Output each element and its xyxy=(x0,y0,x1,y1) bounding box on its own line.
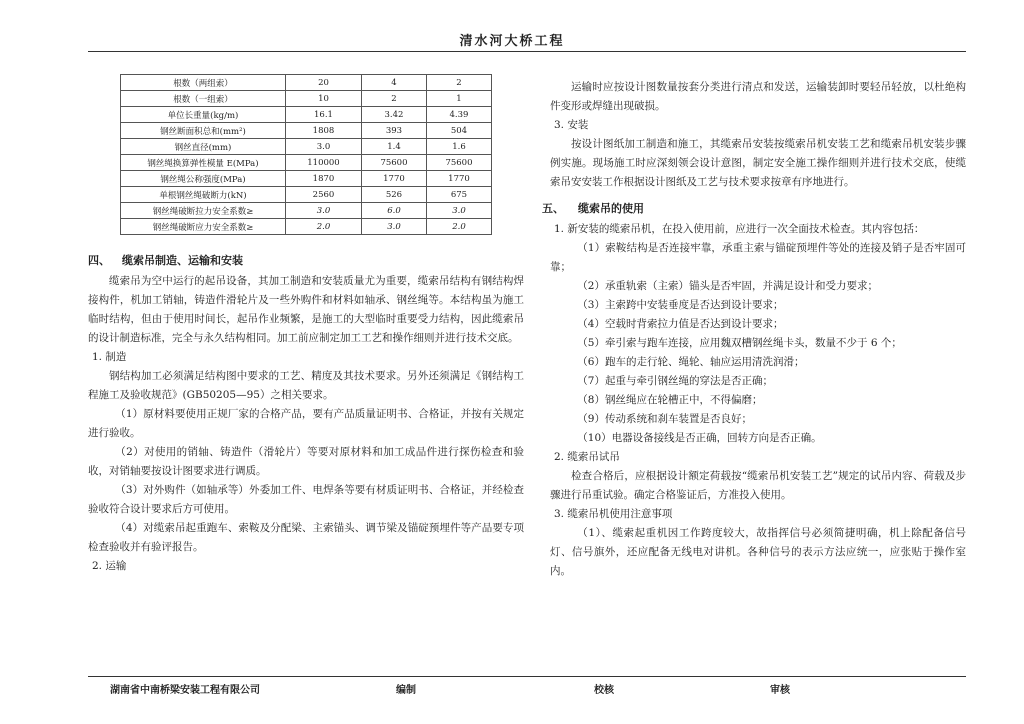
table-cell: 75600 xyxy=(426,155,491,171)
manufacturing-item-2: （2）对使用的销轴、铸造件（滑轮片）等要对原材料和加工成品件进行探伤检查和验收，对销轴要按设计图要求进行调质。 xyxy=(88,446,524,477)
table-cell: 1.4 xyxy=(361,139,426,155)
table-row xyxy=(121,155,492,171)
section-5-sub2-title: 2. 缆索吊试吊 xyxy=(554,451,620,463)
table-row xyxy=(121,219,492,235)
table-row xyxy=(121,107,492,123)
table-cell: 16.1 xyxy=(286,107,362,123)
table-row-label: 钢丝绳破断应力安全系数≥ xyxy=(121,219,286,235)
section-5-title: 缆索吊的使用 xyxy=(578,202,644,215)
section-4-sub1-text: 钢结构加工必须满足结构图中要求的工艺、精度及其技术要求。另外还须满足《钢结构工程施工及验收规范》(GB50205—95）之相关要求。 xyxy=(88,370,524,401)
table-row-label: 根数（一组索） xyxy=(121,91,286,107)
check-item-6: （6）跑车的走行轮、绳轮、轴应运用清洗润滑； xyxy=(577,356,805,368)
check-item-3: （3）主索跨中安装垂度是否达到设计要求； xyxy=(577,299,784,311)
table-cell: 1870 xyxy=(286,171,362,187)
table-row-label: 单根钢丝绳破断力(kN) xyxy=(121,187,286,203)
table-cell: 4.39 xyxy=(426,107,491,123)
table-cell: 2 xyxy=(361,91,426,107)
table-cell: 1770 xyxy=(426,171,491,187)
section-5-heading xyxy=(542,198,966,220)
check-item-5: （5）牵引索与跑车连接，应用魏双槽钢丝绳卡头，数量不少于 6 个； xyxy=(577,337,902,349)
table-cell: 110000 xyxy=(286,155,362,171)
right-column xyxy=(542,78,966,581)
table-cell: 1 xyxy=(426,91,491,107)
table-cell: 10 xyxy=(286,91,362,107)
section-4-intro: 缆索吊为空中运行的起吊设备，其加工制造和安装质量尤为重要，缆索吊结构有钢结构焊接构件，机加工销轴，铸造件滑轮片及一些外购件和材料如轴承、钢丝绳等。本结构虽为施工临时结构，但由于使用时间长，起吊作业频繁，是施工的大型临时重要受力结构，因此缆索吊的设计制造标准，完全与永久结构相同。加工前应制定加工工艺和操作细则并进行技术交底。 xyxy=(88,275,524,344)
check-item-7: （7）起重与牵引钢丝绳的穿法是否正确； xyxy=(577,375,773,387)
table-row-label: 钢丝直径(mm) xyxy=(121,139,286,155)
table-cell: 2560 xyxy=(286,187,362,203)
section-4-sub2-title: 2. 运输 xyxy=(92,560,127,572)
section-4-sub3-title: 3. 安装 xyxy=(554,119,589,131)
table-row-label: 钢丝绳破断拉力安全系数≥ xyxy=(121,203,286,219)
table-cell: 1.6 xyxy=(426,139,491,155)
table-cell: 3.0 xyxy=(286,203,362,219)
table-cell: 504 xyxy=(426,123,491,139)
check-item-2: （2）承重轨索（主索）锚头是否牢固，并满足设计和受力要求； xyxy=(577,280,878,292)
table-cell: 3.42 xyxy=(361,107,426,123)
table-cell: 393 xyxy=(361,123,426,139)
section-5-sub1-title: 1. 新安装的缆索吊机，在投入使用前，应进行一次全面技术检查。其内容包括： xyxy=(554,223,925,235)
table-row xyxy=(121,139,492,155)
table-row-label: 钢丝断面积总和(mm²) xyxy=(121,123,286,139)
footer-reviewer: 审核 xyxy=(770,685,790,696)
table-cell: 3.0 xyxy=(286,139,362,155)
check-item-4: （4）空载时背索拉力值是否达到设计要求； xyxy=(577,318,784,330)
manufacturing-item-3: （3）对外购件（如轴承等）外委加工件、电焊条等要有材质证明书、合格证，并经检查验收符合设计要求后方可使用。 xyxy=(88,484,524,515)
left-column xyxy=(88,74,524,576)
table-row xyxy=(121,123,492,139)
table-cell: 2 xyxy=(426,75,491,91)
table-cell: 526 xyxy=(361,187,426,203)
check-item-8: （8）钢丝绳应在轮槽正中，不得偏磨； xyxy=(577,394,763,406)
usage-notes-text: （1）、缆索起重机因工作跨度较大，故指挥信号必须简捷明确，机上除配备信号灯、信号旗外，还应配备无线电对讲机。各种信号的表示方法应统一，应张贴于操作室内。 xyxy=(550,527,966,577)
check-item-1: （1）索鞍结构是否连接牢靠，承重主索与锚碇预埋件等处的连接及销子是否牢固可靠； xyxy=(550,242,966,273)
manufacturing-item-1: （1）原材料要使用正规厂家的合格产品，要有产品质量证明书、合格证，并按有关规定进行验收。 xyxy=(88,408,524,439)
table-row xyxy=(121,203,492,219)
section-4-number: 四、 xyxy=(88,254,110,267)
table-row-label: 钢丝绳换算弹性模量 E(MPa) xyxy=(121,155,286,171)
section-4-title: 缆索吊制造、运输和安装 xyxy=(122,254,243,267)
table-cell: 1808 xyxy=(286,123,362,139)
install-text: 按设计图纸加工制造和施工，其缆索吊安装按缆索吊机安装工艺和缆索吊机安装步骤例实施。现场施工时应深刻领会设计意图，制定安全施工操作细则并进行技术交底，使缆索吊安安装工作根据设计图纸及工艺与技术要求按章有序地进行。 xyxy=(550,138,966,188)
page-footer xyxy=(0,681,1024,695)
footer-checker: 校核 xyxy=(594,685,614,696)
table-cell: 3.0 xyxy=(426,203,491,219)
trial-lift-text: 检查合格后，应根据设计额定荷载按“缆索吊机安装工艺”规定的试吊内容、荷载及步骤进行吊重试验。确定合格鉴证后，方准投入使用。 xyxy=(550,470,966,501)
page-header-title: 清水河大桥工程 xyxy=(459,34,565,49)
table-cell: 4 xyxy=(361,75,426,91)
manufacturing-item-4: （4）对缆索吊起重跑车、索鞍及分配梁、主索锚头、调节梁及锚碇预埋件等产品要专项检查验收并有验评报告。 xyxy=(88,522,524,553)
table-cell: 2.0 xyxy=(286,219,362,235)
table-cell: 2.0 xyxy=(426,219,491,235)
footer-editor: 编制 xyxy=(396,685,416,696)
table-row-label: 单位长重量(kg/m) xyxy=(121,107,286,123)
section-5-sub3-title: 3. 缆索吊机使用注意事项 xyxy=(554,508,673,520)
table-row xyxy=(121,75,492,91)
footer-company: 湖南省中南桥梁安装工程有限公司 xyxy=(110,685,260,696)
table-cell: 6.0 xyxy=(361,203,426,219)
section-4-sub1-title: 1. 制造 xyxy=(92,351,127,363)
table-cell: 20 xyxy=(286,75,362,91)
table-cell: 3.0 xyxy=(361,219,426,235)
table-row xyxy=(121,91,492,107)
table-cell: 75600 xyxy=(361,155,426,171)
transport-text: 运输时应按设计图数量按套分类进行清点和发送，运输装卸时要轻吊轻放，以杜绝构件变形或焊缝出现破损。 xyxy=(550,81,966,112)
table-row-label: 根数（两组索） xyxy=(121,75,286,91)
table-row xyxy=(121,171,492,187)
table-row-label: 钢丝绳公称强度(MPa) xyxy=(121,171,286,187)
header-divider xyxy=(88,51,966,52)
check-item-10: （10）电器设备接线是否正确，回转方向是否正确。 xyxy=(577,432,822,444)
table-cell: 1770 xyxy=(361,171,426,187)
table-cell: 675 xyxy=(426,187,491,203)
footer-divider xyxy=(88,676,966,677)
section-4-heading xyxy=(88,250,524,272)
section-5-number: 五、 xyxy=(542,202,564,215)
check-item-9: （9）传动系统和刹车装置是否良好； xyxy=(577,413,752,425)
table-row xyxy=(121,187,492,203)
cable-parameters-table xyxy=(120,74,492,235)
